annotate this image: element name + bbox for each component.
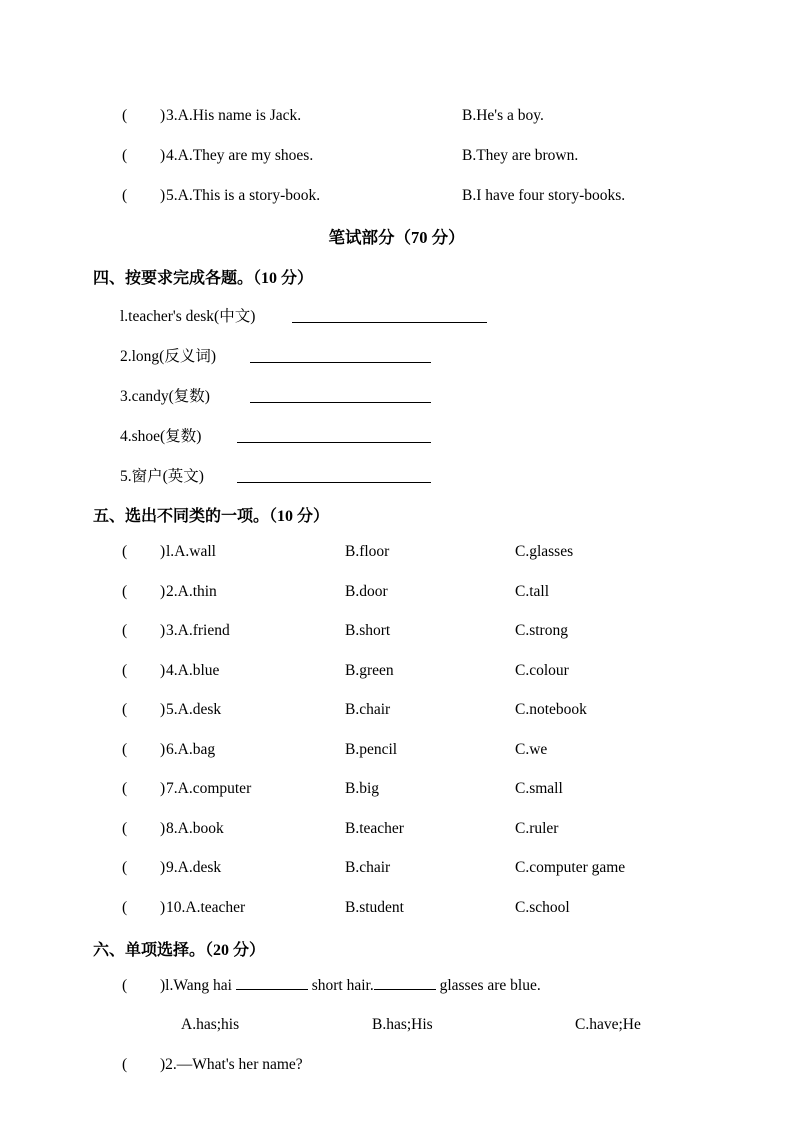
question-number-and-option-a: 9.A.desk <box>166 859 222 876</box>
written-part-title: 笔试部分（70 分） <box>328 228 465 247</box>
fill-item-label: 3.candy(复数) <box>120 388 210 405</box>
answer-paren-close: ) <box>160 543 166 560</box>
answer-paren-open: ( <box>122 741 128 758</box>
option-c: C.we <box>515 741 548 758</box>
answer-paren-close: ) <box>160 1056 166 1073</box>
answer-paren-open: ( <box>122 859 128 876</box>
answer-blank-line[interactable] <box>250 402 431 403</box>
answer-paren-close: ) <box>160 741 166 758</box>
answer-blank-2[interactable] <box>374 989 436 990</box>
option-b: B.big <box>345 780 380 797</box>
answer-paren-close: ) <box>160 859 166 876</box>
section-five-heading: 五、选出不同类的一项。（10 分） <box>93 508 330 525</box>
fill-item-label: l.teacher's desk(中文) <box>120 308 256 325</box>
question-number-and-option-a: 2.A.thin <box>166 583 217 600</box>
answer-paren-open: ( <box>122 543 128 560</box>
answer-blank-line[interactable] <box>237 442 431 443</box>
option-c: C.glasses <box>515 543 574 560</box>
question-text: —What's her name? <box>176 1056 303 1073</box>
answer-paren-open: ( <box>122 622 128 639</box>
question-number: l. <box>165 977 174 994</box>
answer-paren-close: ) <box>160 107 166 124</box>
answer-paren-open: ( <box>122 147 128 164</box>
question-number-and-option-a: 3.A.friend <box>166 622 230 639</box>
answer-paren-close: ) <box>160 187 166 204</box>
answer-paren-open: ( <box>122 701 128 718</box>
question-number-and-option-a: 4.A.They are my shoes. <box>166 147 314 164</box>
option-c: C.computer game <box>515 859 626 876</box>
question-number-and-option-a: 10.A.teacher <box>166 899 246 916</box>
question-number-and-option-a: 6.A.bag <box>166 741 216 758</box>
answer-paren-close: ) <box>160 662 166 679</box>
answer-paren-open: ( <box>122 977 128 994</box>
choice-question-body <box>160 1056 303 1074</box>
section-four-heading: 四、按要求完成各题。（10 分） <box>93 270 314 287</box>
answer-paren-open: ( <box>122 899 128 916</box>
question-text-before-blank: Wang hai <box>173 977 232 994</box>
option-c: C.have;He <box>575 1016 641 1033</box>
answer-paren-close: ) <box>160 147 166 164</box>
fill-item-label: 4.shoe(复数) <box>120 428 202 445</box>
option-b: B.I have four story-books. <box>462 187 626 204</box>
question-number: 2. <box>165 1056 177 1073</box>
answer-paren-open: ( <box>122 107 128 124</box>
option-b: B.short <box>345 622 391 639</box>
answer-paren-close: ) <box>160 977 166 994</box>
option-a: A.has;his <box>181 1016 240 1033</box>
option-b: B.door <box>345 583 388 600</box>
answer-paren-open: ( <box>122 1056 128 1073</box>
option-b: B.floor <box>345 543 390 560</box>
fill-item-label: 2.long(反义词) <box>120 348 217 365</box>
option-b: B.student <box>345 899 404 916</box>
question-number-and-option-a: 5.A.This is a story-book. <box>166 187 321 204</box>
option-b: B.They are brown. <box>462 147 579 164</box>
answer-blank-line[interactable] <box>292 322 487 323</box>
option-b: B.pencil <box>345 741 398 758</box>
option-c: C.school <box>515 899 570 916</box>
answer-paren-close: ) <box>160 899 166 916</box>
question-number-and-option-a: 7.A.computer <box>166 780 252 797</box>
option-b: B.He's a boy. <box>462 107 544 124</box>
answer-blank-line[interactable] <box>237 482 431 483</box>
option-c: C.notebook <box>515 701 587 718</box>
option-b: B.has;His <box>372 1016 433 1033</box>
option-b: B.chair <box>345 701 391 718</box>
question-number-and-option-a: l.A.wall <box>166 543 216 560</box>
answer-paren-close: ) <box>160 820 166 837</box>
option-b: B.chair <box>345 859 391 876</box>
option-c: C.tall <box>515 583 550 600</box>
option-c: C.strong <box>515 622 568 639</box>
section-six-heading: 六、单项选择。（20 分） <box>93 942 266 959</box>
answer-paren-close: ) <box>160 780 166 797</box>
answer-blank-line[interactable] <box>250 362 431 363</box>
question-number-and-option-a: 4.A.blue <box>166 662 220 679</box>
question-number-and-option-a: 3.A.His name is Jack. <box>166 107 302 124</box>
question-number-and-option-a: 5.A.desk <box>166 701 222 718</box>
answer-paren-open: ( <box>122 583 128 600</box>
answer-paren-open: ( <box>122 187 128 204</box>
fill-item-label: 5.窗户(英文) <box>120 468 204 485</box>
option-c: C.small <box>515 780 563 797</box>
answer-paren-close: ) <box>160 701 166 718</box>
option-c: C.colour <box>515 662 569 679</box>
answer-paren-close: ) <box>160 622 166 639</box>
answer-paren-open: ( <box>122 662 128 679</box>
question-text-after-blank: glasses are blue. <box>439 977 541 994</box>
answer-paren-close: ) <box>160 583 166 600</box>
option-c: C.ruler <box>515 820 559 837</box>
answer-paren-open: ( <box>122 780 128 797</box>
question-text-between-blanks: short hair. <box>311 977 374 994</box>
option-b: B.green <box>345 662 394 679</box>
choice-question-body <box>160 977 541 995</box>
option-b: B.teacher <box>345 820 404 837</box>
answer-paren-open: ( <box>122 820 128 837</box>
answer-blank-1[interactable] <box>236 989 308 990</box>
question-number-and-option-a: 8.A.book <box>166 820 224 837</box>
